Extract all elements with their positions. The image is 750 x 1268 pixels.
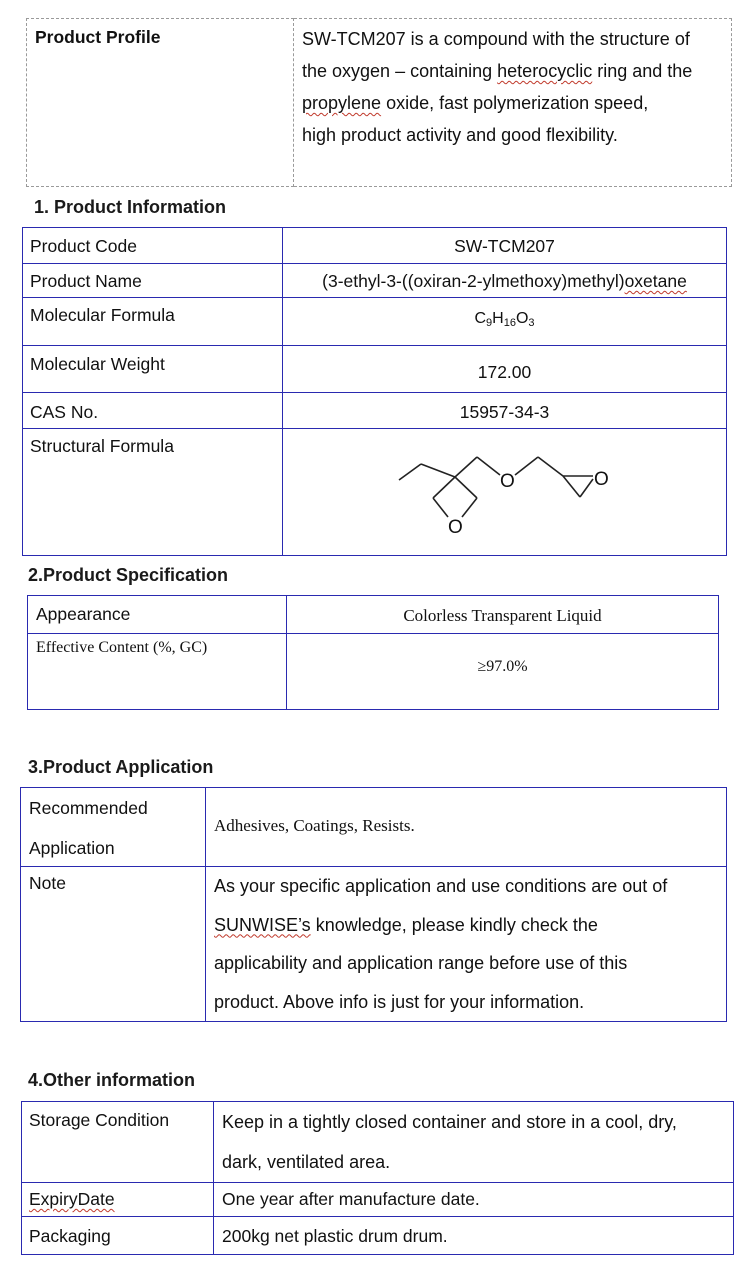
note-label: Note: [21, 867, 206, 1022]
bond: [455, 457, 477, 477]
profile-text: ring and the: [592, 61, 693, 81]
effective-content-value: ≥97.0%: [287, 634, 719, 710]
formula-part: H: [492, 310, 504, 327]
bond: [515, 457, 538, 475]
formula-part: O: [515, 310, 529, 327]
molecular-weight-value: 172.00: [283, 346, 727, 393]
product-info-table: [22, 227, 727, 556]
bond: [538, 457, 563, 476]
profile-text: propylene: [302, 93, 382, 113]
label-line: Recommended: [29, 798, 148, 818]
storage-line: dark, ventilated area.: [222, 1152, 391, 1172]
storage-condition-label: Storage Condition: [22, 1102, 214, 1183]
formula-part: C: [474, 310, 487, 327]
molecular-formula-label: Molecular Formula: [23, 298, 283, 346]
packaging-value: 200kg net plastic drum drum.: [214, 1217, 734, 1255]
bond: [433, 477, 455, 498]
bond: [477, 457, 500, 475]
molecular-formula-value: [283, 298, 727, 346]
section-1-title: 1. Product Information: [34, 197, 227, 217]
storage-condition-value: [214, 1102, 734, 1183]
bond: [580, 479, 593, 497]
product-code-value: SW-TCM207: [283, 228, 727, 264]
packaging-label: Packaging: [22, 1217, 214, 1255]
bond: [421, 464, 455, 477]
cas-label: CAS No.: [23, 393, 283, 429]
formula-part: 9: [486, 317, 493, 329]
product-name-text: oxetane: [624, 271, 687, 291]
note-text: knowledge, please kindly check the: [310, 914, 598, 935]
section-2-title: 2.Product Specification: [28, 565, 229, 585]
product-name-value: [283, 264, 727, 298]
note-line: As your specific application and use conditions are out of: [214, 876, 668, 896]
product-code-label: Product Code: [23, 228, 283, 264]
expiry-text: ExpiryDate: [29, 1189, 115, 1209]
structural-formula-drawing: [393, 443, 633, 543]
product-name-label: Product Name: [23, 264, 283, 298]
appearance-label: Appearance: [28, 596, 287, 634]
note-line: [214, 906, 726, 945]
expiry-date-label: [22, 1183, 214, 1217]
profile-text: heterocyclic: [497, 61, 593, 81]
note-value: [206, 867, 727, 1022]
profile-text: oxide, fast polymerization speed,: [381, 93, 649, 113]
profile-line-4: high product activity and good flexibility.: [302, 125, 618, 145]
bond: [455, 477, 477, 498]
note-line: product. Above info is just for your information.: [214, 991, 585, 1012]
product-application-table: [20, 787, 727, 1022]
other-info-table: [21, 1101, 734, 1255]
atom-o-epoxide: O: [594, 469, 609, 490]
bond: [433, 498, 448, 517]
note-text: SUNWISE’s: [214, 914, 311, 935]
appearance-value: Colorless Transparent Liquid: [287, 596, 719, 634]
profile-line-1: SW-TCM207 is a compound with the structure of: [302, 29, 690, 49]
formula-part: 3: [528, 317, 535, 329]
bond: [462, 498, 477, 517]
profile-line-2: [302, 55, 731, 87]
section-3-title: 3.Product Application: [28, 757, 214, 777]
product-spec-table: [27, 595, 719, 710]
structural-formula-cell: [283, 429, 727, 556]
label-line: Application: [29, 838, 115, 858]
recommended-application-value: Adhesives, Coatings, Resists.: [206, 788, 727, 867]
bond: [563, 476, 580, 497]
bond: [399, 464, 421, 480]
expiry-date-value: One year after manufacture date.: [214, 1183, 734, 1217]
effective-content-label: Effective Content (%, GC): [28, 634, 287, 710]
formula-part: 16: [503, 317, 516, 329]
profile-description: [294, 19, 732, 187]
atom-o-ether: O: [500, 471, 515, 492]
recommended-application-label: [21, 788, 206, 867]
atom-o-oxetane: O: [448, 517, 463, 538]
product-profile-table: [26, 18, 732, 187]
structural-formula-label: Structural Formula: [23, 429, 283, 556]
section-4-title: 4.Other information: [28, 1070, 196, 1090]
molecular-weight-label: Molecular Weight: [23, 346, 283, 393]
product-name-text: (3-ethyl-3-((oxiran-2-ylmethoxy)methyl): [322, 271, 625, 291]
profile-line-3: [302, 87, 731, 119]
note-line: applicability and application range before use of this: [214, 953, 628, 973]
profile-text: the oxygen – containing: [302, 61, 498, 81]
cas-value: 15957-34-3: [283, 393, 727, 429]
storage-line: Keep in a tightly closed container and store in a cool, dry,: [222, 1112, 677, 1132]
profile-label: Product Profile: [27, 19, 294, 187]
